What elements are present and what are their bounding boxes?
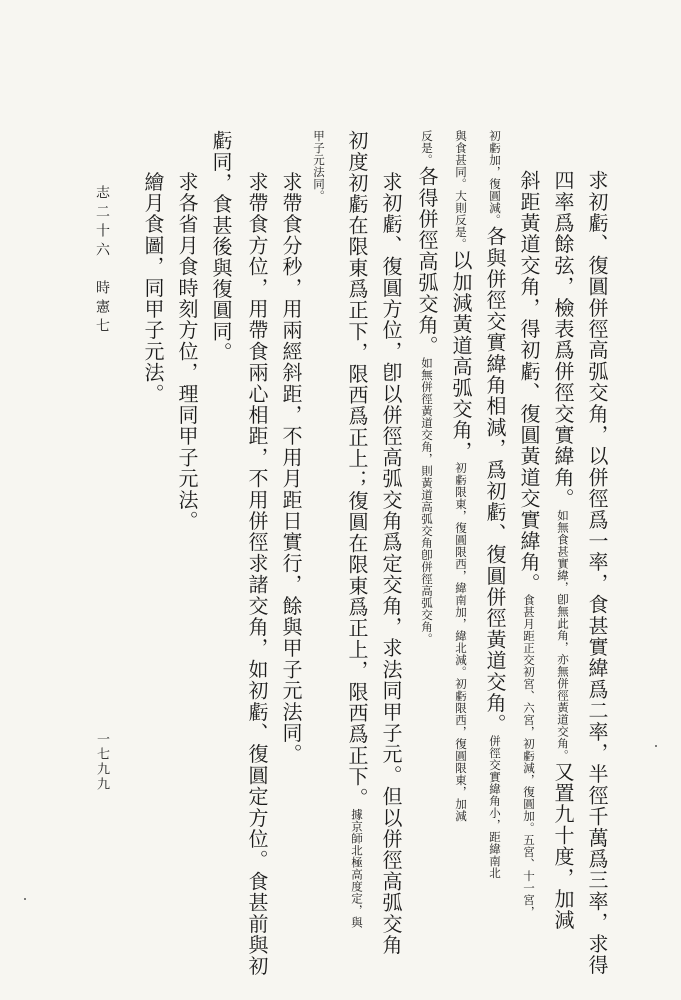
text-column-8 bbox=[347, 130, 367, 928]
annotation-text: 甲子元法同。 bbox=[312, 130, 326, 202]
body-text: 求初虧、復圓方位，卽以併徑高弧交角爲定交角，求法同甲子元。但以併徑高弧交角 bbox=[379, 150, 403, 956]
body-text: 各得併徑高弧交角。 bbox=[415, 166, 439, 357]
annotation-text: 併徑交實緯角小，距緯南北 bbox=[488, 734, 502, 879]
body-text: 求各省月食時刻方位，理同甲子元法。 bbox=[175, 150, 199, 532]
text-column-3 bbox=[519, 170, 539, 918]
annotation-text: 初虧加，復圓減。 bbox=[488, 130, 502, 226]
body-text: 以加減黃道高弧交角， bbox=[449, 250, 473, 462]
annotation-text: 如無併徑黃道交角，則黃道高弧交角卽併徑高弧交角。 bbox=[420, 356, 434, 645]
body-text: 虧同，食甚後與復圓同。 bbox=[209, 130, 233, 364]
body-text: 求帶食分秒，用兩經斜距，不用月距日實行，餘與甲子元法同。 bbox=[279, 150, 303, 765]
annotation-text: 初虧限東，復圓限西，緯南加，緯北減。初虧限西，復圓限東，加減 bbox=[454, 462, 468, 822]
annotation-text: 如無食甚實緯，卽無此角，亦無併徑黃道交角。 bbox=[556, 509, 570, 762]
text-column-9 bbox=[309, 130, 329, 202]
page-number: 一七九九 bbox=[94, 732, 109, 792]
text-column-13 bbox=[177, 150, 197, 532]
speck bbox=[655, 745, 657, 747]
body-text: 初度初虧在限東爲正下，限西爲正上；復圓在限東爲正上，限西爲正下。 bbox=[345, 130, 369, 809]
speck bbox=[24, 898, 26, 900]
text-column-12 bbox=[211, 130, 231, 363]
text-column-10 bbox=[281, 150, 301, 765]
running-head: 志二十六 時憲七 bbox=[94, 185, 110, 337]
text-column-1 bbox=[587, 170, 607, 976]
annotation-text: 反是。 bbox=[420, 130, 434, 166]
body-text: 繪月食圖，同甲子元法。 bbox=[141, 150, 165, 405]
body-text: 斜距黃道交角，得初虧、復圓黃道交實緯角。 bbox=[517, 170, 541, 594]
body-text: 各與併徑交實緯角相減，爲初虧、復圓併徑黃道交角。 bbox=[483, 226, 507, 735]
body-text: 求初虧、復圓併徑高弧交角，以併徑爲一率，食甚實緯爲二率，半徑千萬爲三率，求得 bbox=[585, 170, 609, 976]
text-column-5 bbox=[451, 130, 471, 822]
body-text: 四率爲餘弦，檢表爲併徑交實緯角。 bbox=[551, 170, 575, 510]
text-column-11 bbox=[247, 150, 267, 977]
text-column-2 bbox=[553, 170, 573, 931]
annotation-text: 據京師北極高度定，與 bbox=[350, 808, 364, 929]
text-column-4 bbox=[485, 130, 505, 879]
body-text: 又置九十度，加減 bbox=[551, 761, 575, 931]
annotation-text: 與食甚同。大則反是。 bbox=[454, 130, 468, 250]
text-column-6 bbox=[417, 130, 437, 645]
annotation-text: 食甚月距正交初宮、六宮，初虧減，復圓加。五宮、十一宮， bbox=[522, 594, 536, 918]
text-column-14 bbox=[143, 150, 163, 404]
body-text: 求帶食方位，用帶食兩心相距，不用併徑求諸交角，如初虧、復圓定方位。食甚前與初 bbox=[245, 150, 269, 977]
text-column-7 bbox=[381, 150, 401, 956]
